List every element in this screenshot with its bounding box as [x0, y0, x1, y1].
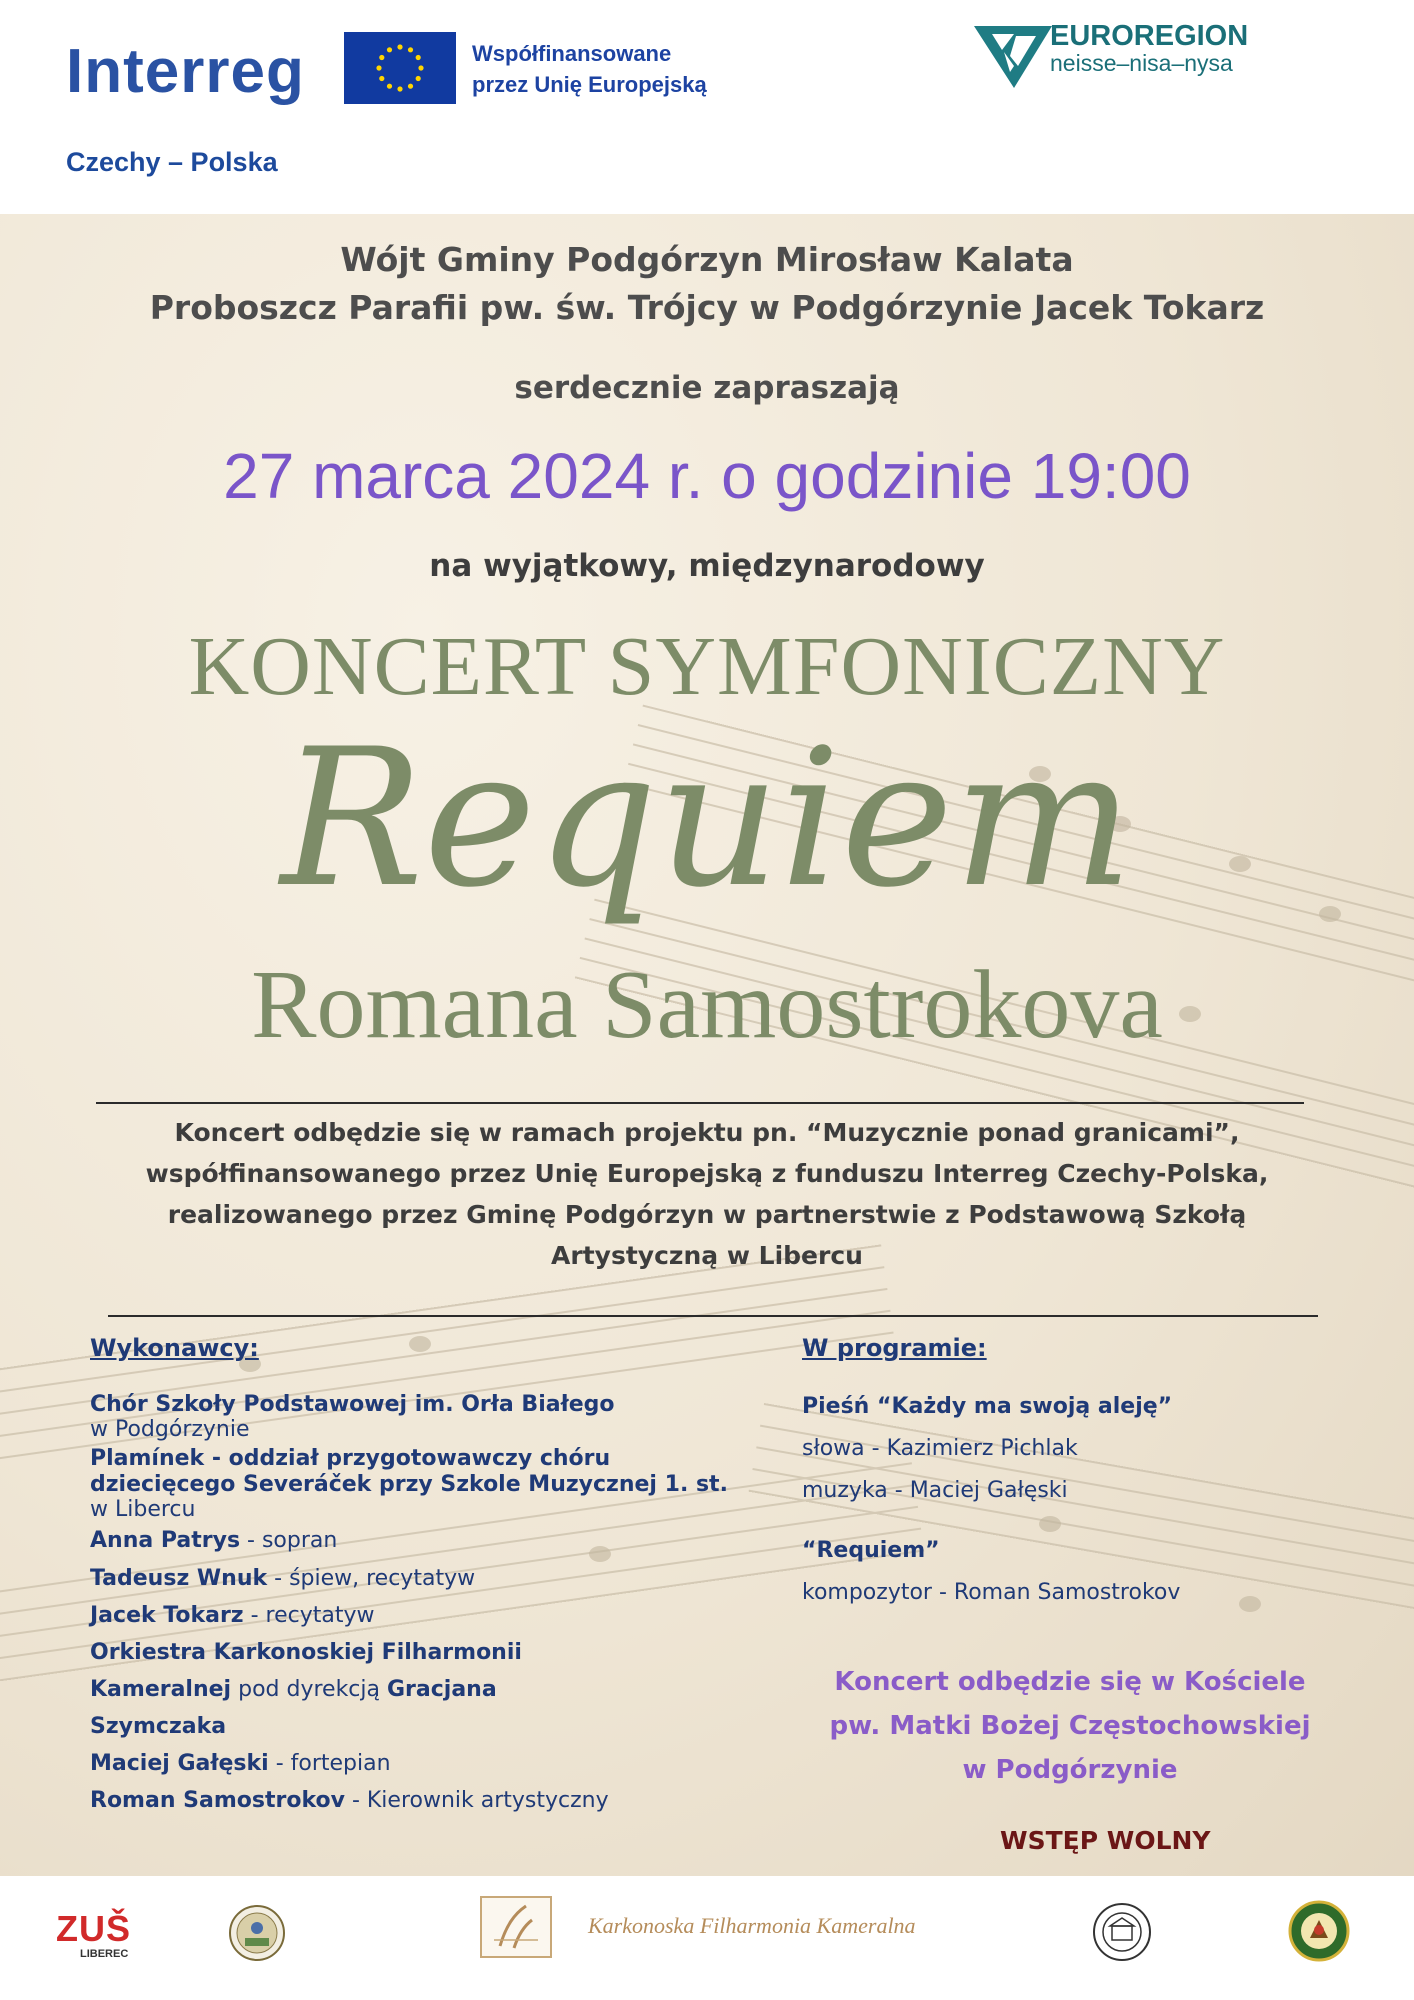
venue-line-3: w Podgórzynie — [962, 1755, 1178, 1785]
zus-liberec-logo: ZUŠ — [56, 1908, 131, 1949]
divider-top — [96, 1102, 1304, 1104]
parish-seal-icon — [228, 1904, 286, 1966]
performer-item — [90, 1392, 810, 1418]
performer-item — [90, 1522, 810, 1560]
kfk-name: Karkonoska Filharmonia Kameralna — [588, 1913, 916, 1938]
performer-item — [90, 1472, 810, 1498]
header-bar — [0, 0, 1414, 214]
performer-name: dziecięcego Severáček przy Szkole Muzycznej 1. st. — [90, 1472, 728, 1497]
performer-role: - sopran — [240, 1528, 338, 1553]
interreg-logo: Interreg — [66, 37, 305, 106]
concert-title-composer: Romana Samostrokova — [251, 951, 1163, 1059]
school-seal-icon — [1092, 1902, 1152, 1966]
performer-item — [90, 1671, 810, 1708]
euroregion-subtitle: neisse–nisa–nysa — [1050, 50, 1233, 76]
performer-item — [90, 1782, 810, 1819]
performer-item — [90, 1560, 810, 1597]
program-region: Czechy – Polska — [66, 147, 278, 177]
eu-text-line2: przez Unię Europejską — [472, 72, 707, 97]
performer-role: pod dyrekcją — [231, 1677, 387, 1702]
performer-item — [90, 1634, 810, 1671]
invitation-text: serdecznie zapraszają — [514, 370, 900, 406]
performer-place: w Podgórzynie — [90, 1417, 250, 1442]
host-line-2: Proboszcz Parafii pw. św. Trójcy w Podgórzynie Jacek Tokarz — [149, 288, 1265, 327]
performer-item — [90, 1446, 810, 1472]
venue-line-2: pw. Matki Bożej Częstochowskiej — [829, 1711, 1311, 1741]
venue-info — [770, 1660, 1370, 1792]
free-admission: WSTĘP WOLNY — [1000, 1826, 1211, 1855]
concert-title: KONCERT SYMFONICZNY — [188, 620, 1226, 713]
project-line-3: realizowanego przez Gminę Podgórzyn w partnerstwie z Podstawową Szkołą — [167, 1200, 1247, 1229]
divider-bottom — [108, 1315, 1318, 1317]
program-piece-title: “Requiem” — [802, 1538, 940, 1563]
commune-crest-icon — [1288, 1900, 1350, 1966]
eu-cofinanced-text — [472, 38, 707, 100]
performer-role: - Kierownik artystyczny — [344, 1788, 609, 1813]
program-piece-composer: kompozytor - Roman Samostrokov — [802, 1580, 1181, 1605]
project-line-1: Koncert odbędzie się w ramach projektu pn. “Muzycznie ponad granicami”, — [174, 1118, 1240, 1147]
venue-line-1: Koncert odbędzie się w Kościele — [834, 1667, 1306, 1697]
performer-name: Anna Patrys — [90, 1528, 241, 1553]
performer-name: Chór Szkoły Podstawowej im. Orła Białego — [90, 1392, 615, 1417]
concert-date-time: 27 marca 2024 r. o godzinie 19:00 — [223, 440, 1191, 512]
conductor-name: Szymczaka — [90, 1714, 227, 1739]
eu-flag-icon — [344, 32, 456, 104]
project-line-2: współfinansowanego przez Unię Europejską z funduszu Interreg Czechy-Polska, — [145, 1159, 1269, 1188]
conductor-name: Gracjana — [387, 1677, 497, 1702]
project-description — [0, 1112, 1414, 1276]
euroregion-title: EUROREGION — [1050, 20, 1249, 52]
program-piece-title: Pieśń “Każdy ma swoją aleję” — [802, 1394, 1173, 1419]
performer-name: Plamínek - oddział przygotowawczy chóru — [90, 1446, 611, 1471]
performer-role: - śpiew, recytatyw — [267, 1566, 476, 1591]
intro-text: na wyjątkowy, międzynarodowy — [429, 548, 985, 584]
performers-list — [90, 1392, 810, 1819]
performer-place: w Libercu — [90, 1497, 196, 1522]
performer-name: Kameralnej — [90, 1677, 232, 1702]
performer-item — [90, 1745, 810, 1782]
performer-name: Jacek Tokarz — [90, 1603, 244, 1628]
performer-name: Tadeusz Wnuk — [90, 1566, 268, 1591]
performer-role: - recytatyw — [243, 1603, 375, 1628]
project-line-4: Artystyczną w Libercu — [551, 1241, 863, 1270]
performer-item — [90, 1708, 810, 1745]
performer-name: Roman Samostrokov — [90, 1788, 345, 1813]
program-heading: W programie: — [802, 1334, 987, 1362]
euroregion-logo-icon — [974, 22, 1054, 92]
performer-role: - fortepian — [268, 1751, 391, 1776]
kfk-logo-icon — [480, 1896, 552, 1958]
concert-title-requiem: Requiem — [280, 708, 1134, 929]
hosts — [0, 236, 1414, 332]
host-line-1: Wójt Gminy Podgórzyn Mirosław Kalata — [340, 240, 1074, 279]
performer-name: Maciej Gałęski — [90, 1751, 269, 1776]
program-piece-music: muzyka - Maciej Gałęski — [802, 1478, 1068, 1503]
zus-liberec-logo-sub: LIBEREC — [80, 1948, 129, 1960]
performer-item — [90, 1597, 810, 1634]
performers-heading: Wykonawcy: — [90, 1334, 259, 1362]
poster-body — [0, 214, 1414, 1876]
program-piece-words: słowa - Kazimierz Pichlak — [802, 1436, 1078, 1461]
eu-text-line1: Współfinansowane — [472, 41, 672, 66]
performer-name: Orkiestra Karkonoskiej Filharmonii — [90, 1640, 522, 1665]
